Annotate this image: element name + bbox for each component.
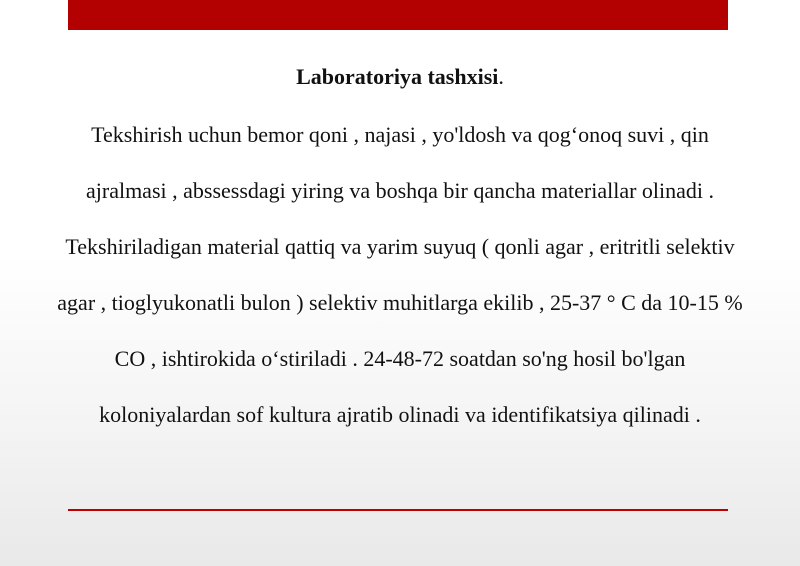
slide-title-period: .	[498, 64, 504, 89]
slide-title-text: Laboratoriya tashxisi	[296, 64, 499, 89]
slide-title	[0, 62, 800, 92]
slide-body-text: Tekshirish uchun bemor qoni , najasi , yo'ldosh va qog‘onoq suvi , qin ajralmasi , abssessdagi yiring va boshqa bir qancha materiallar olinadi . Tekshiriladigan material qattiq va yarim suyuq ( qonli agar , eritritli selektiv agar , tioglyukonatli bulon ) selektiv muhitlarga ekilib , 25-37 ° C da 10-15 % CO , ishtirokida o‘stiriladi . 24-48-72 soatdan so'ng hosil bo'lgan koloniyalardan sof kultura ajratib olinadi va identifikatsiya qilinadi .	[57, 122, 743, 427]
bottom-divider	[68, 509, 728, 511]
top-accent-bar	[68, 0, 728, 30]
